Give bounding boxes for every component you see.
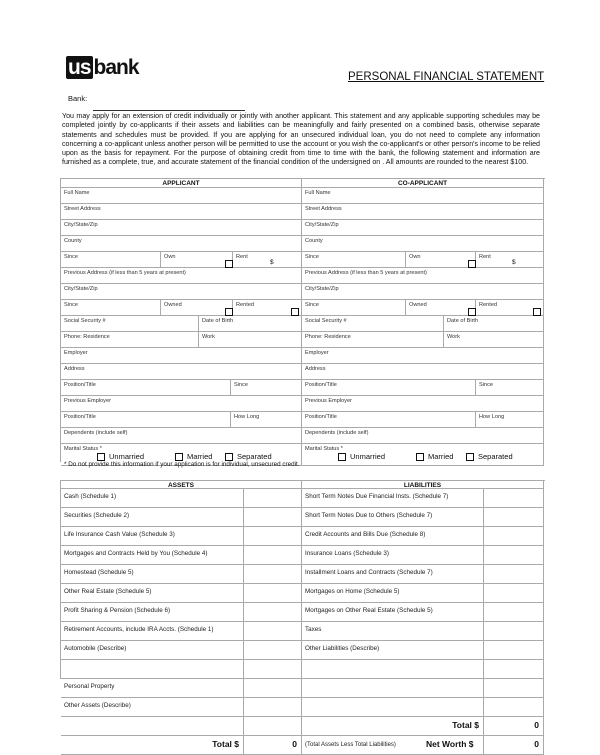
applicant-field-owned: Owned <box>161 300 233 316</box>
coapplicant-field-phone[interactable]: Phone: Residence <box>302 332 444 348</box>
coapplicant-separated-checkbox[interactable] <box>466 453 474 461</box>
asset-row-value[interactable] <box>244 527 302 546</box>
applicant-unmarried-checkbox[interactable] <box>97 453 105 461</box>
footnote: * Do not provide this information if your application is for individual, unsecured credit. <box>64 461 300 468</box>
liability-row-label <box>302 698 484 717</box>
asset-row-value[interactable] <box>244 679 302 698</box>
applicant-field-prev-position[interactable]: Position/Title <box>61 412 231 428</box>
liabilities-total-label: Total $ <box>302 717 484 736</box>
liability-row-label: Insurance Loans (Schedule 3) <box>302 546 484 565</box>
applicant-field-county[interactable]: County <box>61 236 302 252</box>
coapplicant-field-prev-position[interactable]: Position/Title <box>302 412 476 428</box>
applicant-field-address[interactable]: Address <box>61 364 302 380</box>
applicant-field-dob[interactable]: Date of Birth <box>199 316 302 332</box>
coapplicant-field-prev-since[interactable]: Since <box>302 300 406 316</box>
liability-row-value[interactable] <box>484 698 544 717</box>
applicant-field-position[interactable]: Position/Title <box>61 380 231 396</box>
coapplicant-field-position[interactable]: Position/Title <box>302 380 476 396</box>
applicant-field-phone[interactable]: Phone: Residence <box>61 332 199 348</box>
coapplicant-field-rented: Rented <box>476 300 544 316</box>
assets-total-value: 0 <box>244 736 302 755</box>
applicant-field-prev_city[interactable]: City/State/Zip <box>61 284 302 300</box>
applicant-rented-checkbox[interactable] <box>291 308 299 316</box>
coapplicant-field-prev_address[interactable]: Previous Address (if less than 5 years at present) <box>302 268 544 284</box>
asset-row-label: Mortgages and Contracts Held by You (Schedule 4) <box>61 546 244 565</box>
coapplicant-field-own: Own <box>406 252 476 268</box>
asset-row-label: Other Real Estate (Schedule 5) <box>61 584 244 603</box>
asset-row-value[interactable] <box>244 660 302 679</box>
applicant-field-full_name[interactable]: Full Name <box>61 188 302 204</box>
coapplicant-header: CO-APPLICANT <box>302 179 544 188</box>
applicant-field-marital: Marital Status * <box>61 444 302 466</box>
assets-liabilities-table <box>60 480 545 749</box>
asset-row-value[interactable] <box>244 603 302 622</box>
asset-row-value[interactable] <box>244 508 302 527</box>
coapplicant-field-position-since[interactable]: Since <box>476 380 544 396</box>
assets-total-label: Total $ <box>61 736 244 755</box>
applicant-rent-dollar: $ <box>270 259 274 266</box>
net-worth-value: 0 <box>484 736 544 755</box>
asset-row-label <box>61 660 244 679</box>
coapplicant-field-since[interactable]: Since <box>302 252 406 268</box>
coapplicant-field-county[interactable]: County <box>302 236 544 252</box>
coapplicant-field-city[interactable]: City/State/Zip <box>302 220 544 236</box>
asset-row-label: Personal Property <box>61 679 244 698</box>
asset-row-value[interactable] <box>244 622 302 641</box>
applicant-married-label: Married <box>187 452 213 461</box>
coapplicant-married-checkbox[interactable] <box>416 453 424 461</box>
coapplicant-field-prev_city[interactable]: City/State/Zip <box>302 284 544 300</box>
asset-row-value[interactable] <box>244 565 302 584</box>
coapplicant-owned-checkbox[interactable] <box>468 308 476 316</box>
coapplicant-field-how-long[interactable]: How Long <box>476 412 544 428</box>
coapplicant-field-dependents[interactable]: Dependents (include self) <box>302 428 544 444</box>
asset-row-label: Retirement Accounts, include IRA Accts. (Schedule 1) <box>61 622 244 641</box>
coapplicant-field-address[interactable]: Address <box>302 364 544 380</box>
coapplicant-field-street[interactable]: Street Address <box>302 204 544 220</box>
liability-row-label <box>302 679 484 698</box>
liability-row-value[interactable] <box>484 641 544 660</box>
applicant-field-position-since[interactable]: Since <box>231 380 302 396</box>
coapplicant-field-owned: Owned <box>406 300 476 316</box>
asset-row-value[interactable] <box>244 698 302 717</box>
applicant-field-dependents[interactable]: Dependents (include self) <box>61 428 302 444</box>
coapplicant-rented-checkbox[interactable] <box>533 308 541 316</box>
applicant-field-employer[interactable]: Employer <box>61 348 302 364</box>
applicant-field-how-long[interactable]: How Long <box>231 412 302 428</box>
applicant-own-checkbox[interactable] <box>225 260 233 268</box>
applicant-table <box>60 178 545 462</box>
applicant-field-work[interactable]: Work <box>199 332 302 348</box>
coapplicant-own-checkbox[interactable] <box>468 260 476 268</box>
coapplicant-field-full_name[interactable]: Full Name <box>302 188 544 204</box>
net-worth-label: Net Worth $ <box>426 738 474 749</box>
coapplicant-separated-label: Separated <box>478 452 513 461</box>
liability-row-label: Other Liabilities (Describe) <box>302 641 484 660</box>
liability-row-value[interactable] <box>484 527 544 546</box>
liability-row-label: Short Term Notes Due Financial Insts. (Schedule 7) <box>302 489 484 508</box>
applicant-field-own: Own <box>161 252 233 268</box>
coapplicant-field-marital: Marital Status * <box>302 444 544 466</box>
liability-row-value[interactable] <box>484 660 544 679</box>
liability-row-value[interactable] <box>484 584 544 603</box>
coapplicant-unmarried-checkbox[interactable] <box>338 453 346 461</box>
liability-row-value[interactable] <box>484 622 544 641</box>
liability-row-label: Mortgages on Home (Schedule 5) <box>302 584 484 603</box>
applicant-married-checkbox[interactable] <box>175 453 183 461</box>
liability-row-value[interactable] <box>484 603 544 622</box>
coapplicant-married-label: Married <box>428 452 454 461</box>
liability-row-value[interactable] <box>484 508 544 527</box>
coapplicant-field-work[interactable]: Work <box>444 332 544 348</box>
asset-row-label: Homestead (Schedule 5) <box>61 565 244 584</box>
liability-row-value[interactable] <box>484 565 544 584</box>
liabilities-header: LIABILITIES <box>302 481 544 489</box>
applicant-field-street[interactable]: Street Address <box>61 204 302 220</box>
liability-row-label: Mortgages on Other Real Estate (Schedule 5) <box>302 603 484 622</box>
applicant-field-rent[interactable]: Rent <box>233 252 302 268</box>
applicant-separated-label: Separated <box>237 452 272 461</box>
applicant-field-since[interactable]: Since <box>61 252 161 268</box>
asset-row-label: Automobile (Describe) <box>61 641 244 660</box>
page-title: PERSONAL FINANCIAL STATEMENT <box>348 71 545 83</box>
applicant-field-ssn[interactable]: Social Security # <box>61 316 199 332</box>
liability-row-label <box>302 660 484 679</box>
liability-row-label: Taxes <box>302 622 484 641</box>
asset-row-value[interactable] <box>244 641 302 660</box>
assets-header: ASSETS <box>61 481 302 489</box>
asset-row-value[interactable] <box>244 717 302 736</box>
applicant-separated-checkbox[interactable] <box>225 453 233 461</box>
applicant-owned-checkbox[interactable] <box>225 308 233 316</box>
net-worth-note: (Total Assets Less Total Liabilities) <box>302 736 484 755</box>
liability-row-value[interactable] <box>484 679 544 698</box>
asset-row-label: Profit Sharing & Pension (Schedule 6) <box>61 603 244 622</box>
coapplicant-field-dob[interactable]: Date of Birth <box>444 316 544 332</box>
liability-row-value[interactable] <box>484 489 544 508</box>
applicant-field-prev_address[interactable]: Previous Address (if less than 5 years at present) <box>61 268 302 284</box>
asset-row-label: Cash (Schedule 1) <box>61 489 244 508</box>
liability-row-label: Credit Accounts and Bills Due (Schedule 8) <box>302 527 484 546</box>
usbank-logo: us bank <box>68 56 139 79</box>
asset-row-value[interactable] <box>244 546 302 565</box>
liability-row-label: Installment Loans and Contracts (Schedule 7) <box>302 565 484 584</box>
asset-row-value[interactable] <box>244 489 302 508</box>
bank-input[interactable] <box>93 102 245 111</box>
coapplicant-field-prev_employer[interactable]: Previous Employer <box>302 396 544 412</box>
bank-label: Bank: <box>68 94 88 103</box>
asset-row-label: Life Insurance Cash Value (Schedule 3) <box>61 527 244 546</box>
coapplicant-field-ssn[interactable]: Social Security # <box>302 316 444 332</box>
asset-row-value[interactable] <box>244 584 302 603</box>
applicant-field-rented: Rented <box>233 300 302 316</box>
liabilities-total-value: 0 <box>484 717 544 736</box>
coapplicant-field-employer[interactable]: Employer <box>302 348 544 364</box>
asset-row-label: Other Assets (Describe) <box>61 698 244 717</box>
coapplicant-unmarried-label: Unmarried <box>350 452 386 461</box>
asset-row-label: Securities (Schedule 2) <box>61 508 244 527</box>
coapplicant-field-rent[interactable]: Rent <box>476 252 544 268</box>
liability-row-label: Short Term Notes Due to Others (Schedule 7) <box>302 508 484 527</box>
applicant-unmarried-label: Unmarried <box>109 452 145 461</box>
intro-paragraph: You may apply for an extension of credit individually or jointly with another applicant. This statement and any applicable supporting schedules may be completed jointly by co-applicants if their assets and liabilities can be meaningfully and fairly presented on a combined basis, otherwise separate statements and schedules must be provided. If you are applying for an unsecured individual loan, you do not need to complete any information concerning a co-applicant unless another person will be permitted to use the account or you wish the co-applicant's or other person's income to be relied upon as the basis for repayment. For the purpose of obtaining credit from time to time with the bank, the following statement and information are furnished as a complete, true, and accurate statement of the financial condition of the undersigned on . All amounts are rounded to the nearest $100. <box>62 112 540 167</box>
applicant-field-prev_employer[interactable]: Previous Employer <box>61 396 302 412</box>
liability-row-value[interactable] <box>484 546 544 565</box>
applicant-field-city[interactable]: City/State/Zip <box>61 220 302 236</box>
coapplicant-rent-dollar: $ <box>512 259 516 266</box>
asset-row-label <box>61 717 244 736</box>
applicant-field-prev-since[interactable]: Since <box>61 300 161 316</box>
applicant-header: APPLICANT <box>61 179 302 188</box>
